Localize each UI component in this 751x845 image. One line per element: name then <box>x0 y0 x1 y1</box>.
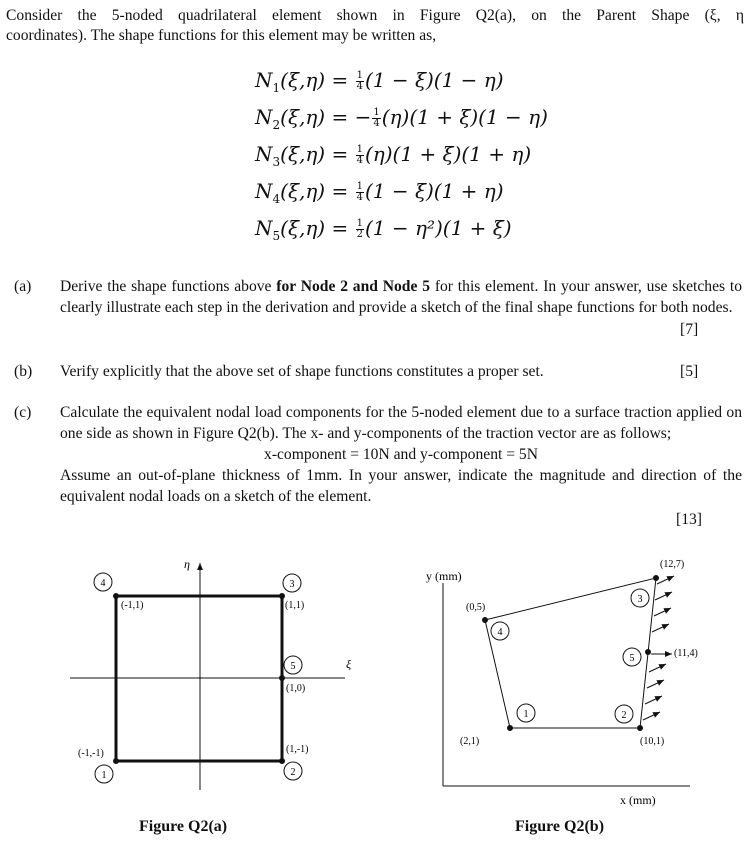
traction-components: x-component = 10N and y-component = 5N <box>264 446 538 463</box>
traction-arrow <box>657 576 674 584</box>
traction-arrow <box>647 680 664 688</box>
node-1-marker <box>95 765 113 783</box>
x-axis-label: x (mm) <box>620 793 656 807</box>
intro-line-1: Consider the 5-noded quadrilateral element shown in Figure Q2(a), on the Parent Shape (ξ, η <box>6 7 744 24</box>
traction-arrow <box>655 592 672 600</box>
node-4-marker <box>94 573 112 591</box>
equation-n3: $N_3(\xi,\eta)$ = $\frac{1}{4}$ (η)(1 + ξ)(1 + η) <box>255 142 532 169</box>
svg-text:2: 2 <box>290 767 296 778</box>
q2b-node-3-coord: (12,7) <box>660 559 685 570</box>
q2b-node-2-coord: (10,1) <box>640 736 665 747</box>
figure-b <box>426 559 698 807</box>
traction-arrow <box>652 624 669 632</box>
q2b-node-4-marker <box>491 622 509 640</box>
q2b-node-1-coord: (2,1) <box>460 736 480 747</box>
q2b-node-4-coord: (0,5) <box>466 602 486 613</box>
figure-b-caption: Figure Q2(b) <box>515 818 605 835</box>
figure-a-caption: Figure Q2(a) <box>139 818 228 835</box>
node-4-dot <box>113 593 119 599</box>
node-2-coord: (1,-1) <box>286 744 309 755</box>
traction-arrow <box>643 712 660 720</box>
node-3-coord: (1,1) <box>285 600 305 611</box>
node-2-marker <box>284 762 302 780</box>
svg-text:5: 5 <box>290 661 296 672</box>
svg-text:4: 4 <box>497 627 503 638</box>
question-b-label: (b) <box>14 363 33 380</box>
svg-text:4: 4 <box>100 578 106 589</box>
node-5-coord: (1,0) <box>286 683 306 694</box>
question-a-marks: [7] <box>680 321 699 338</box>
svg-text:5: 5 <box>629 653 635 664</box>
node-1-dot <box>113 758 119 764</box>
node-4-coord: (-1,1) <box>121 600 144 611</box>
q2b-node-3-marker <box>631 589 649 607</box>
svg-text:1: 1 <box>101 770 107 781</box>
node-1-coord: (-1,-1) <box>78 748 104 759</box>
xi-axis-label: ξ <box>346 657 352 671</box>
q2b-node-3-dot <box>653 575 659 581</box>
question-c-text-2: Assume an out-of-plane thickness of 1mm. In your answer, indicate the magnitude and direction of the equivalent nodal loads on a sketch of the element. <box>60 467 742 505</box>
equation-n4: $N_4(\xi,\eta)$ = $\frac{1}{4}$ (1 − ξ)(1 + η) <box>255 179 504 206</box>
question-a-label: (a) <box>14 278 32 295</box>
node-5-marker <box>284 656 302 674</box>
traction-arrow <box>649 664 666 672</box>
y-axis-label: y (mm) <box>426 569 462 583</box>
question-c-marks: [13] <box>676 511 702 528</box>
traction-arrow <box>654 608 671 616</box>
question-a-text: Derive the shape functions above for Node 2 and Node 5 for this element. In your answer, use sketches to clearly illustrate each step in the derivation and provide a sketch of the final shape functions for both nodes. <box>60 278 742 316</box>
svg-text:3: 3 <box>289 579 295 590</box>
q2b-node-4-dot <box>482 617 488 623</box>
node-3-dot <box>279 593 285 599</box>
question-b-text: Verify explicitly that the above set of shape functions constitutes a proper set. <box>60 363 544 380</box>
traction-arrow <box>645 696 662 704</box>
q2b-node-5-marker <box>623 648 641 666</box>
svg-text:1: 1 <box>523 709 529 720</box>
question-c-text-1: Calculate the equivalent nodal load components for the 5-noded element due to a surface traction applied on one side as shown in Figure Q2(b). The x- and y-components of the traction vector are as follows; <box>60 404 742 442</box>
q2b-node-1-dot <box>507 725 513 731</box>
question-c-label: (c) <box>14 404 32 421</box>
svg-text:3: 3 <box>637 594 643 605</box>
question-b-marks: [5] <box>680 363 699 380</box>
q2b-node-2-marker <box>615 705 633 723</box>
node-5-dot <box>279 675 285 681</box>
eta-axis-label: η <box>184 557 190 571</box>
equation-n2: $N_2(\xi,\eta)$ = − $\frac{1}{4}$ (η)(1 + ξ)(1 − η) <box>255 105 548 132</box>
figure-a <box>70 557 352 790</box>
node-2-dot <box>279 758 285 764</box>
intro-line-2: coordinates). The shape functions for this element may be written as, <box>6 27 437 44</box>
svg-text:2: 2 <box>621 710 627 721</box>
equation-n1: $N_1(\xi,\eta)$ = $\frac{1}{4}$ (1 − ξ)(1 − η) <box>255 68 504 95</box>
q2b-node-5-coord: (11,4) <box>674 648 698 659</box>
q2b-node-1-marker <box>517 704 535 722</box>
node-3-marker <box>283 574 301 592</box>
equation-n5: $N_5(\xi,\eta)$ = $\frac{1}{2}$ (1 − η²)(1 + ξ) <box>255 216 512 243</box>
q2b-node-2-dot <box>637 725 643 731</box>
q2b-node-5-dot <box>645 649 651 655</box>
